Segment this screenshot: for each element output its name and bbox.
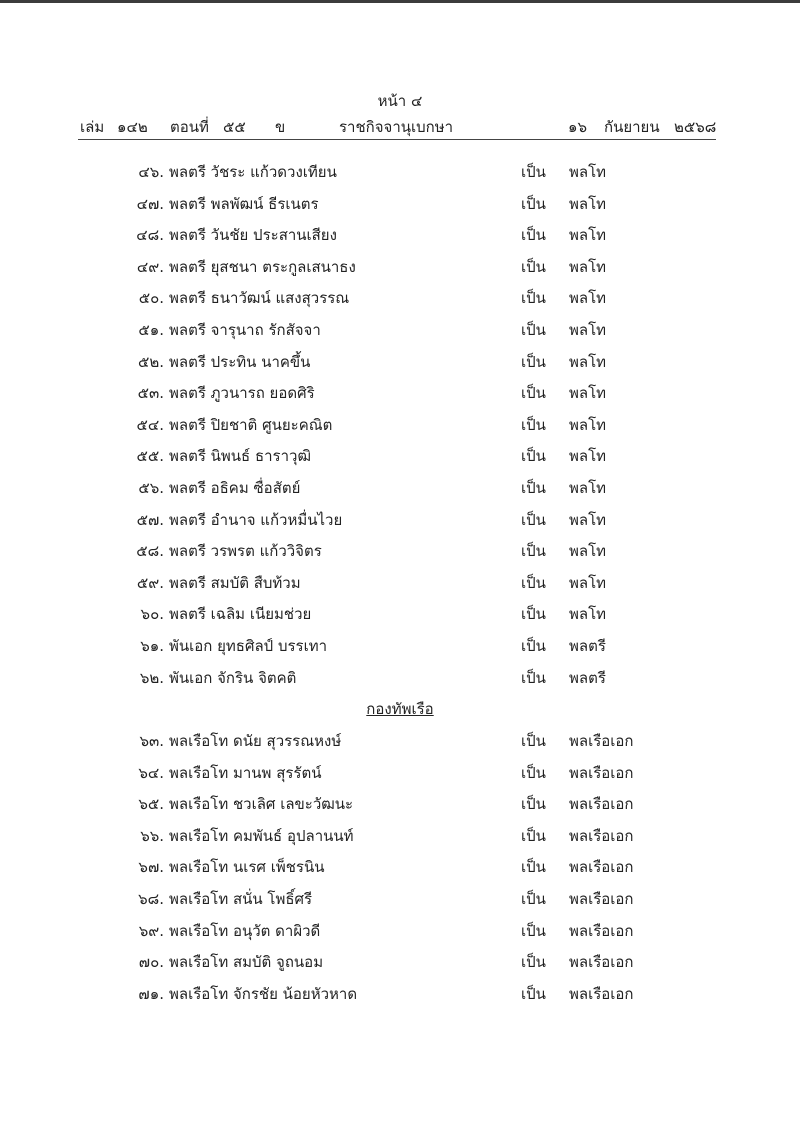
new-rank: พลเรือเอก	[569, 953, 634, 972]
list-item	[0, 192, 800, 216]
item-number: ๕๐.	[138, 289, 164, 308]
list-item	[0, 855, 800, 879]
person-name: พลเรือโท ดนัย สุวรรณหงษ์	[169, 732, 342, 750]
item-number: ๕๘.	[136, 542, 164, 561]
new-rank: พลโท	[569, 352, 607, 371]
person-name: พลตรี สมบัติ สืบท้วม	[169, 573, 301, 592]
person-name: พลตรี ปิยชาติ ศูนยะคณิต	[169, 415, 333, 434]
person-name: พลเรือโท นเรศ เพ็ชรนิน	[169, 858, 325, 877]
item-number: ๕๙.	[136, 573, 164, 592]
person-name: พลตรี ภูวนารถ ยอดศิริ	[169, 384, 315, 403]
person-name: พลตรี จารุนาถ รักสัจจา	[169, 321, 321, 339]
new-rank: พลเรือเอก	[569, 921, 634, 940]
part-suffix: ข	[275, 118, 286, 136]
person-name: พลตรี ประทิน นาคขึ้น	[169, 352, 311, 371]
new-rank: พลโท	[569, 163, 607, 181]
part-label: ตอนที่	[170, 118, 209, 136]
item-number: ๖๔.	[138, 763, 164, 782]
volume-number: ๑๔๒	[117, 118, 148, 136]
new-rank: พลโท	[569, 447, 607, 466]
page-number: หน้า ๔	[377, 92, 423, 110]
new-rank: พลโท	[569, 289, 607, 308]
person-name: พลตรี พลพัฒน์ ธีรเนตร	[169, 194, 319, 213]
new-rank: พลโท	[569, 573, 607, 592]
new-rank: พลเรือเอก	[569, 795, 634, 814]
item-number: ๖๘.	[138, 890, 164, 908]
person-name: พลเรือโท จักรชัย น้อยหัวหาด	[169, 984, 358, 1003]
person-name: พลตรี วัชระ แก้วดวงเทียน	[169, 163, 337, 181]
promote-label: เป็น	[521, 257, 546, 276]
person-name: พลตรี เฉลิม เนียมช่วย	[169, 605, 312, 624]
item-number: ๖๐.	[140, 605, 164, 624]
person-name: พลตรี ยุสชนา ตระกูลเสนาธง	[169, 257, 356, 276]
person-name: พลเรือโท สมบัติ จูถนอม	[169, 953, 324, 972]
person-name: พลตรี นิพนธ์ ธาราวุฒิ	[169, 447, 311, 466]
person-name: พลตรี ธนาวัฒน์ แสงสุวรรณ	[169, 289, 350, 308]
person-name: พลตรี วรพรต แก้ววิจิตร	[169, 542, 322, 561]
item-number: ๔๙.	[136, 257, 164, 276]
promote-label: เป็น	[521, 352, 546, 371]
item-number: ๖๖.	[140, 826, 164, 845]
person-name: พลเรือโท มานพ สุรรัตน์	[169, 763, 322, 782]
list-item	[0, 982, 800, 1006]
list-item	[0, 571, 800, 595]
person-name: พลเรือโท ชวเลิศ เลขะวัฒนะ	[169, 795, 354, 814]
promote-label: เป็น	[521, 447, 546, 466]
new-rank: พลโท	[569, 415, 607, 434]
item-number: ๖๓.	[139, 732, 164, 750]
promote-label: เป็น	[521, 826, 546, 845]
list-item	[0, 255, 800, 279]
promote-label: เป็น	[521, 984, 546, 1003]
publication-title: ราชกิจจานุเบกษา	[339, 118, 454, 136]
promote-label: เป็น	[521, 510, 546, 529]
new-rank: พลเรือเอก	[569, 763, 634, 782]
new-rank: พลโท	[569, 194, 607, 213]
list-item	[0, 413, 800, 437]
new-rank: พลตรี	[569, 668, 606, 687]
promote-label: เป็น	[521, 795, 546, 814]
promote-label: เป็น	[521, 163, 546, 181]
new-rank: พลเรือเอก	[569, 984, 634, 1003]
person-name: พลเรือโท อนุวัต ดาผิวดี	[169, 921, 321, 940]
item-number: ๕๑.	[138, 321, 164, 339]
new-rank: พลเรือเอก	[569, 732, 634, 750]
list-item	[0, 539, 800, 563]
promote-label: เป็น	[521, 479, 546, 497]
list-item	[0, 729, 800, 753]
header-divider	[78, 139, 716, 140]
person-name: พลตรี อธิคม ซื่อสัตย์	[169, 479, 301, 497]
promote-label: เป็น	[521, 732, 546, 750]
new-rank: พลเรือเอก	[569, 858, 634, 877]
item-number: ๕๗.	[136, 510, 164, 529]
new-rank: พลเรือเอก	[569, 826, 634, 845]
promote-label: เป็น	[521, 605, 546, 624]
promote-label: เป็น	[521, 415, 546, 434]
list-item	[0, 350, 800, 374]
new-rank: พลโท	[569, 479, 607, 497]
new-rank: พลโท	[569, 384, 607, 403]
promote-label: เป็น	[521, 384, 546, 403]
item-number: ๕๕.	[136, 447, 164, 466]
promote-label: เป็น	[521, 668, 546, 687]
list-item	[0, 476, 800, 500]
list-item	[0, 318, 800, 342]
list-item	[0, 887, 800, 911]
person-name: พลเรือโท สนั่น โพธิ์ศรี	[169, 890, 313, 908]
new-rank: พลโท	[569, 510, 607, 529]
item-number: ๔๘.	[136, 226, 164, 245]
person-name: พันเอก ยุทธศิลป์ บรรเทา	[169, 637, 328, 655]
promote-label: เป็น	[521, 763, 546, 782]
item-number: ๕๓.	[137, 384, 164, 403]
person-name: พันเอก จักริน จิตคติ	[169, 668, 297, 687]
item-number: ๔๖.	[138, 163, 164, 181]
list-item	[0, 666, 800, 690]
list-item	[0, 634, 800, 658]
promote-label: เป็น	[521, 637, 546, 655]
list-item	[0, 824, 800, 848]
new-rank: พลเรือเอก	[569, 890, 634, 908]
promote-label: เป็น	[521, 858, 546, 877]
list-item	[0, 761, 800, 785]
item-number: ๖๑.	[140, 637, 164, 655]
item-number: ๗๑.	[138, 984, 164, 1003]
item-number: ๕๒.	[137, 352, 164, 371]
promote-label: เป็น	[521, 953, 546, 972]
item-number: ๖๗.	[138, 858, 164, 877]
list-item	[0, 286, 800, 310]
person-name: พลตรี วันชัย ประสานเสียง	[169, 226, 337, 245]
date-year: ๒๕๖๘	[674, 118, 717, 136]
promote-label: เป็น	[521, 289, 546, 308]
person-name: พลเรือโท คมพันธ์ อุปลานนท์	[169, 826, 354, 845]
list-item	[0, 508, 800, 532]
date-day: ๑๖	[568, 118, 588, 136]
promote-label: เป็น	[521, 321, 546, 339]
promote-label: เป็น	[521, 542, 546, 561]
list-item	[0, 602, 800, 626]
list-item	[0, 950, 800, 974]
list-item	[0, 919, 800, 943]
list-item	[0, 444, 800, 468]
new-rank: พลโท	[569, 257, 607, 276]
promote-label: เป็น	[521, 226, 546, 245]
list-item	[0, 223, 800, 247]
promote-label: เป็น	[521, 921, 546, 940]
list-item	[0, 160, 800, 184]
item-number: ๕๔.	[136, 415, 164, 434]
item-number: ๖๒.	[139, 668, 164, 687]
new-rank: พลโท	[569, 542, 607, 561]
list-item	[0, 381, 800, 405]
volume-label: เล่ม	[80, 118, 105, 136]
item-number: ๔๗.	[136, 194, 164, 213]
part-number: ๕๕	[223, 118, 246, 136]
top-border	[0, 0, 800, 3]
new-rank: พลโท	[569, 605, 607, 624]
list-item	[0, 792, 800, 816]
section-heading: กองทัพเรือ	[366, 700, 434, 718]
promote-label: เป็น	[521, 573, 546, 592]
promote-label: เป็น	[521, 194, 546, 213]
new-rank: พลตรี	[569, 637, 606, 655]
new-rank: พลโท	[569, 321, 607, 339]
item-number: ๖๙.	[138, 921, 164, 940]
item-number: ๕๖.	[138, 479, 164, 497]
new-rank: พลโท	[569, 226, 607, 245]
date-month: กันยายน	[604, 118, 660, 136]
promote-label: เป็น	[521, 890, 546, 908]
item-number: ๗๐.	[138, 953, 164, 972]
item-number: ๖๕.	[138, 795, 164, 814]
person-name: พลตรี อำนาจ แก้วหมื่นไวย	[169, 510, 343, 529]
